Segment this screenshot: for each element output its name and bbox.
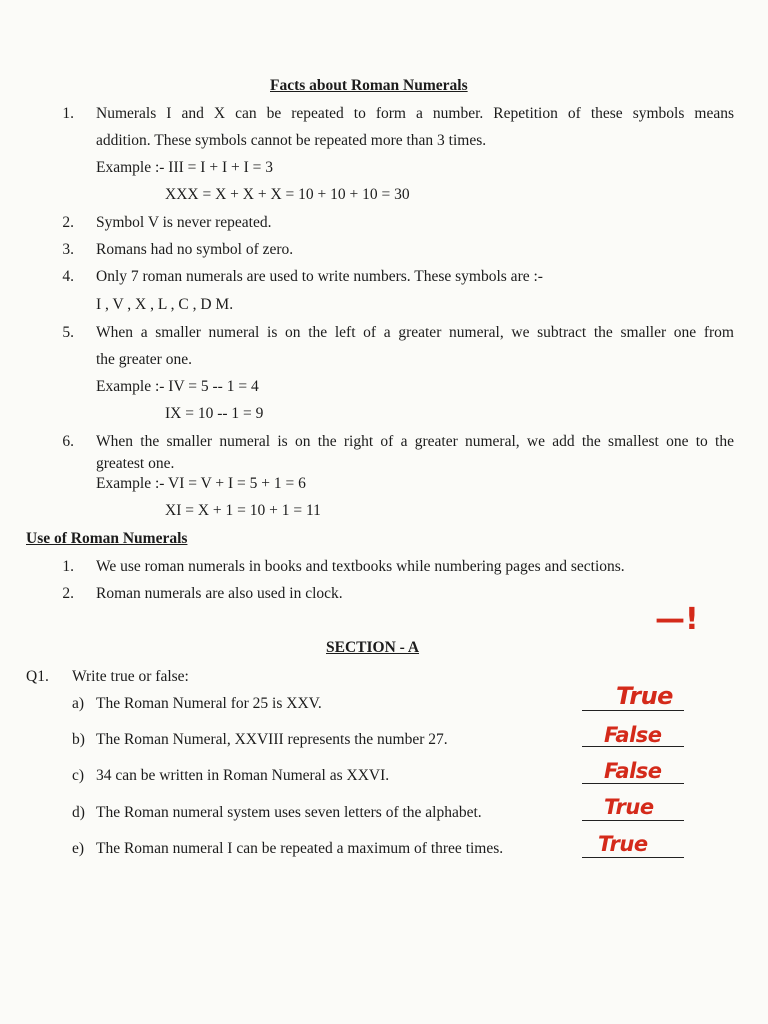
fact-text: Romans had no symbol of zero. (96, 241, 294, 258)
fact-text: the greater one. (96, 351, 192, 368)
statement-text: The Roman Numeral, XXVIII represents the number 27. (96, 731, 448, 748)
use-number: 1. (62, 558, 74, 575)
fact-text: Symbol V is never repeated. (96, 214, 272, 231)
statement-letter: e) (72, 840, 85, 857)
statement-letter: a) (72, 695, 85, 712)
use-text: We use roman numerals in books and textbooks while numbering pages and sections. (96, 558, 625, 575)
fact-symbols: I , V , X , L , C , D M. (96, 296, 234, 313)
fact-example: Example :- VI = V + I = 5 + 1 = 6 (96, 475, 306, 492)
question-label: Q1. (26, 668, 49, 685)
section-heading: SECTION - A (326, 639, 420, 656)
statement-text: The Roman Numeral for 25 is XXV. (96, 695, 322, 712)
statement-text: The Roman numeral I can be repeated a maximum of three times. (96, 840, 504, 857)
fact-number: 5. (62, 324, 74, 341)
fact-number: 3. (62, 241, 74, 258)
statement-letter: d) (72, 804, 85, 821)
fact-text: Numerals I and X can be repeated to form a number. Repetition of these symbols means (96, 105, 734, 122)
fact-text: Only 7 roman numerals are used to write numbers. These symbols are :- (96, 268, 543, 285)
answer-handwritten: True (604, 795, 654, 819)
fact-number: 2. (62, 214, 74, 231)
answer-handwritten: True (616, 682, 673, 710)
fact-number: 6. (62, 433, 74, 450)
fact-text: When the smaller numeral is on the right of a greater numeral, we add the smallest one to the (96, 433, 734, 450)
statement-letter: c) (72, 767, 85, 784)
use-heading: Use of Roman Numerals (26, 530, 188, 547)
answer-blank[interactable] (582, 710, 684, 711)
answer-blank[interactable] (582, 820, 684, 821)
fact-example: IX = 10 -- 1 = 9 (165, 405, 264, 422)
answer-handwritten: True (598, 832, 648, 856)
fact-example: XXX = X + X + X = 10 + 10 + 10 = 30 (165, 186, 410, 203)
page-title: Facts about Roman Numerals (270, 77, 468, 94)
statement-text: 34 can be written in Roman Numeral as XXVI. (96, 767, 390, 784)
fact-number: 4. (62, 268, 74, 285)
fact-text: greatest one. (96, 455, 175, 472)
answer-handwritten: False (604, 723, 662, 747)
question-instruction: Write true or false: (72, 668, 189, 685)
answer-handwritten: False (604, 759, 662, 783)
fact-example: Example :- III = I + I + I = 3 (96, 159, 273, 176)
answer-blank[interactable] (582, 857, 684, 858)
fact-number: 1. (62, 105, 74, 122)
red-margin-mark: —! (655, 602, 699, 637)
answer-blank[interactable] (582, 783, 684, 784)
fact-text: addition. These symbols cannot be repeated more than 3 times. (96, 132, 487, 149)
fact-text: When a smaller numeral is on the left of a greater numeral, we subtract the smaller one from (96, 324, 734, 341)
statement-text: The Roman numeral system uses seven letters of the alphabet. (96, 804, 482, 821)
use-text: Roman numerals are also used in clock. (96, 585, 343, 602)
statement-letter: b) (72, 731, 85, 748)
fact-example: Example :- IV = 5 -- 1 = 4 (96, 378, 259, 395)
use-number: 2. (62, 585, 74, 602)
fact-example: XI = X + 1 = 10 + 1 = 11 (165, 502, 321, 519)
